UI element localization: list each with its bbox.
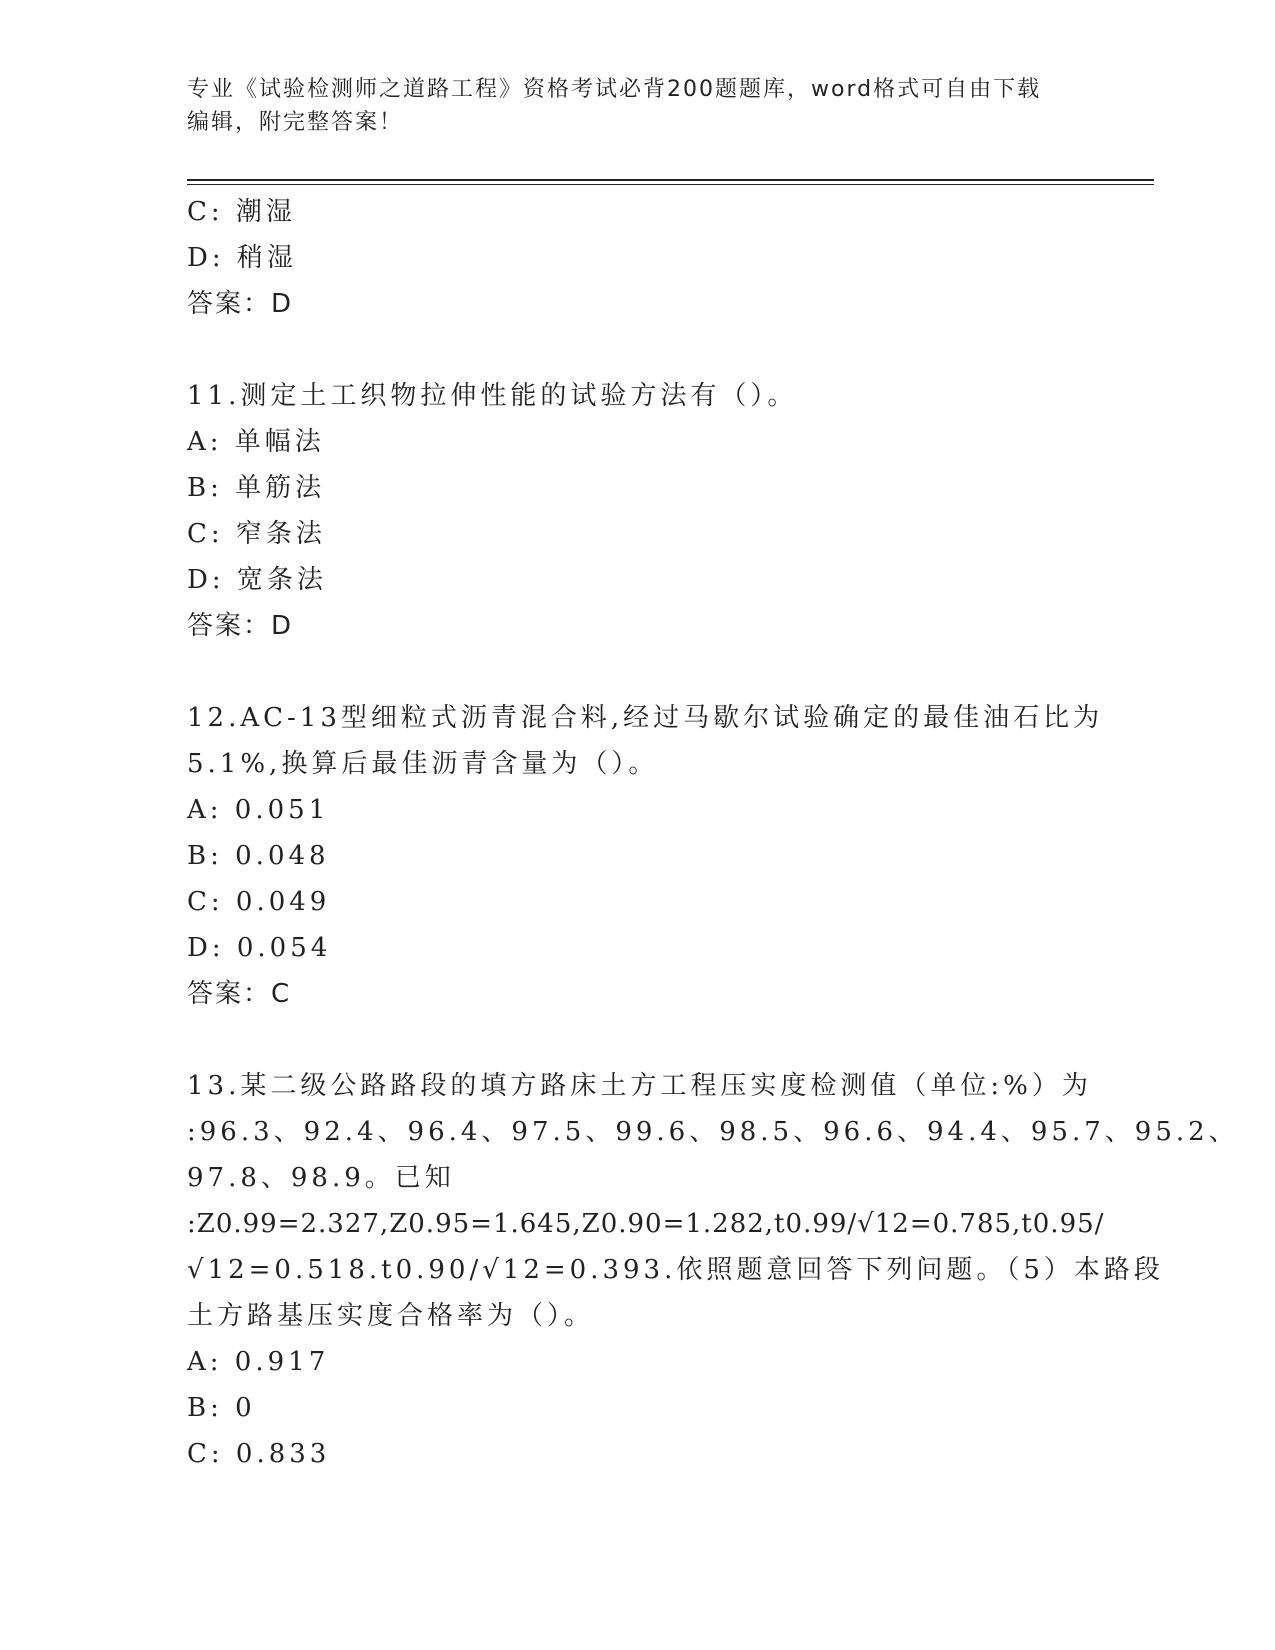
question-stem-line-5: √12=0.518.t0.90/√12=0.393.依照题意回答下列问题。（5）本路段 xyxy=(187,1255,1164,1285)
question-stem-line-1: 13.某二级公路路段的填方路床土方工程压实度检测值（单位:%）为 xyxy=(187,1071,1092,1101)
option-c: C: 0.833 xyxy=(187,1439,331,1469)
header-rule-bottom xyxy=(187,184,1154,185)
question-11 xyxy=(187,373,1077,649)
option-c: C: 0.049 xyxy=(187,887,331,917)
answer-line: 答案：D xyxy=(187,289,294,319)
question-stem-line-4: :Z0.99=2.327,Z0.95=1.645,Z0.90=1.282,t0.99/√12=0.785,t0.95/ xyxy=(187,1209,1105,1239)
option-a: A: 单幅法 xyxy=(187,427,325,457)
header-line-2: 编辑，附完整答案！ xyxy=(187,110,404,135)
option-b: B: 0 xyxy=(187,1393,256,1423)
spacer xyxy=(187,649,1077,695)
option-b: B: 0.048 xyxy=(187,841,330,871)
option-b: B: 单筋法 xyxy=(187,473,326,503)
answer-line: 答案：D xyxy=(187,611,294,641)
option-d: D: 0.054 xyxy=(187,933,332,963)
question-stem-line-6: 土方路基压实度合格率为（）。 xyxy=(187,1301,595,1331)
option-a: A: 0.917 xyxy=(187,1347,330,1377)
document-header xyxy=(187,73,1067,139)
question-13 xyxy=(187,1063,1239,1477)
header-rule-top xyxy=(187,179,1154,181)
option-c: C: 潮湿 xyxy=(187,197,296,227)
question-stem-line-2: 5.1%,换算后最佳沥青含量为（）。 xyxy=(187,749,659,779)
document-body xyxy=(187,189,1239,1477)
spacer xyxy=(187,1017,1077,1063)
option-c: C: 窄条法 xyxy=(187,519,326,549)
header-line-1: 专业《试验检测师之道路工程》资格考试必背200题题库，word格式可自由下载 xyxy=(187,77,1042,102)
question-stem-line-3: 97.8、98.9。已知 xyxy=(187,1163,455,1193)
option-d: D: 稍湿 xyxy=(187,243,297,273)
question-stem-line-2: :96.3、92.4、96.4、97.5、99.6、98.5、96.6、94.4、95.7、95.2、 xyxy=(187,1117,1239,1147)
spacer xyxy=(187,327,1077,373)
answer-line: 答案：C xyxy=(187,979,292,1009)
option-d: D: 宽条法 xyxy=(187,565,327,595)
question-12 xyxy=(187,695,1104,1017)
question-stem: 11.测定土工织物拉伸性能的试验方法有（）。 xyxy=(187,381,798,411)
option-a: A: 0.051 xyxy=(187,795,330,825)
question-stem-line-1: 12.AC-13型细粒式沥青混合料,经过马歇尔试验确定的最佳油石比为 xyxy=(187,703,1104,733)
question-10-tail xyxy=(187,189,1077,327)
